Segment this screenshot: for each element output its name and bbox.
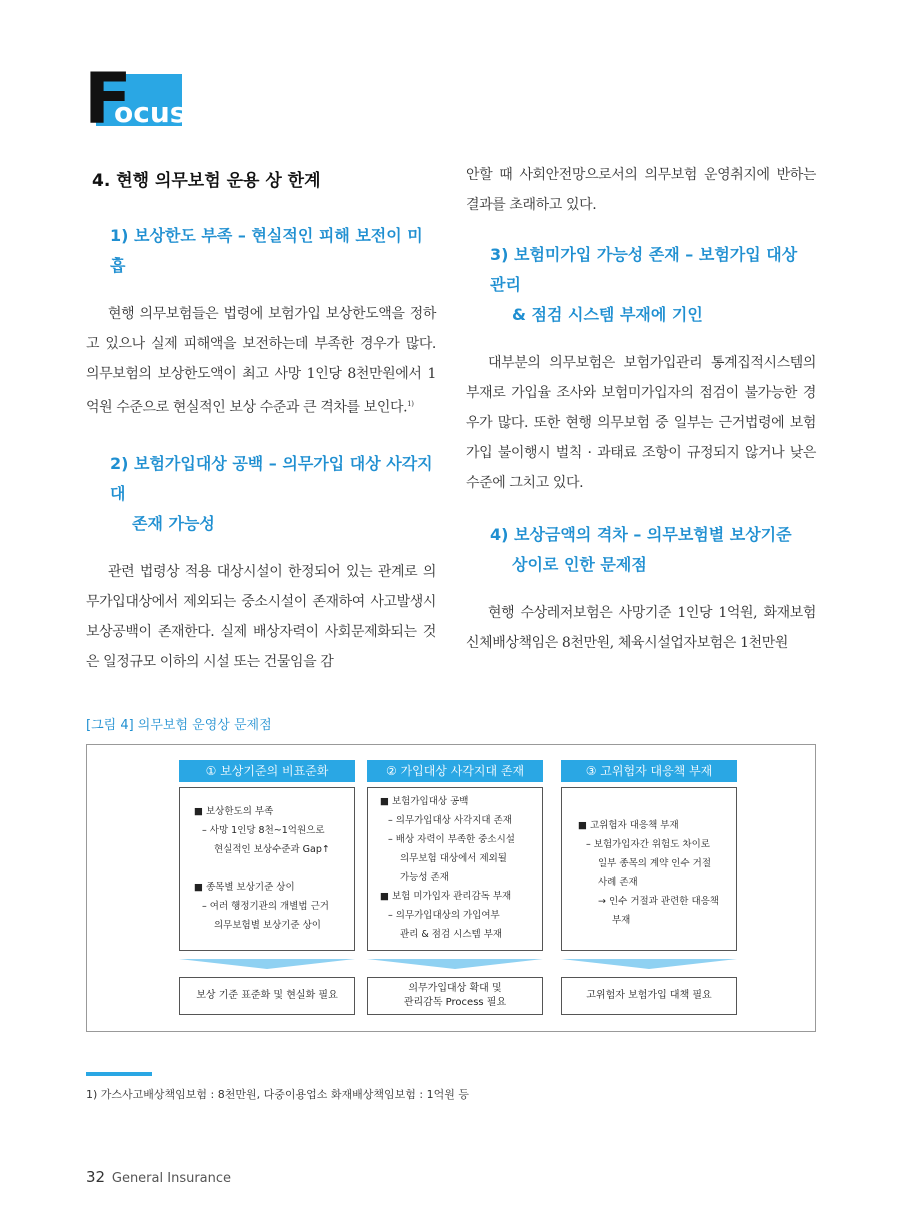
list-item: 의무보험 대상에서 제외될 (400, 853, 507, 864)
section-heading: 4. 현행 의무보험 운용 상 한계 (92, 171, 321, 191)
left-column (86, 160, 436, 699)
list-item: ■ 고위험자 대응책 부재 (578, 820, 679, 831)
focus-logo (84, 58, 187, 140)
subsection-4-body: 현행 수상레저보험은 사망기준 1인당 1억원, 화재보험 신체배상책임은 8천만원, 체육시설업자보험은 1천만원 (466, 605, 816, 651)
list-item: 관리 & 점검 시스템 부재 (400, 929, 503, 940)
list-item: 부재 (612, 915, 631, 926)
list-item: – 의무가입대상의 가입여부 (388, 910, 500, 921)
footnote-divider (86, 1072, 152, 1076)
arrow-down-icon (561, 959, 737, 969)
list-item: → 인수 거절과 관련한 대응책 (598, 896, 719, 907)
subsection-1-body: 현행 의무보험들은 법령에 보험가입 보상한도액을 정하고 있으나 실제 피해액을 보전하는데 부족한 경우가 많다. 의무보험의 보상한도액이 최고 사망 1인당 8천만원에서 1억원 수준으로 현실적인 보상 수준과 큰 격차를 보인다.$^{1)}$ (86, 306, 436, 416)
list-spacer (194, 859, 354, 878)
figure-col-1-result: 보상 기준 표준화 및 현실화 필요 (179, 977, 355, 1015)
arrow-down-icon (179, 959, 355, 969)
list-item: 일부 종목의 계약 인수 거절 (598, 858, 712, 869)
continued-paragraph: 안할 때 사회안전망으로서의 의무보험 운영취지에 반하는 결과를 초래하고 있다. (466, 167, 816, 213)
list-item: – 의무가입대상 사각지대 존재 (388, 815, 512, 826)
subsection-2-body: 관련 법령상 적용 대상시설이 한정되어 있는 관계로 의무가입대상에서 제외되는 중소시설이 존재하여 사고발생시 보상공백이 존재한다. 실제 배상자력이 사회문제화되는 것은 일정규모 이하의 시설 또는 건물임을 감 (86, 563, 436, 670)
list-item: 가능성 존재 (400, 872, 449, 883)
publication-title: General Insurance (111, 1171, 232, 1186)
page-footer (86, 1168, 231, 1186)
list-item: – 사망 1인당 8천~1억원으로 (202, 825, 325, 836)
figure-box (86, 744, 816, 1032)
logo-letter-f: F (84, 58, 132, 140)
list-item: ■ 보험 미가입자 관리감독 부재 (380, 891, 512, 902)
list-item: 의무보험별 보상기준 상이 (214, 920, 321, 931)
list-item: – 배상 자력이 부족한 중소시설 (388, 834, 515, 845)
logo-text: ocus (114, 96, 187, 129)
subsection-2-title: 2) 보험가입대상 공백 – 의무가입 대상 사각지대 존재 가능성 (110, 453, 433, 533)
list-item: – 보험가입자간 위험도 차이로 (586, 839, 710, 850)
list-item: ■ 보상한도의 부족 (194, 806, 274, 817)
page-number: 32 (86, 1168, 106, 1186)
subsection-3-title: 3) 보험미가입 가능성 존재 – 보험가입 대상 관리 & 점검 시스템 부재에 기인 (490, 245, 798, 324)
footnote: 1) 가스사고배상책임보험 : 8천만원, 다중이용업소 화재배상책임보험 : 1억원 등 (86, 1088, 469, 1101)
figure-caption: [그림 4] 의무보험 운영상 문제점 (86, 718, 272, 733)
subsection-4-title: 4) 보상금액의 격차 – 의무보험별 보상기준 상이로 인한 문제점 (490, 525, 792, 574)
list-item: 현실적인 보상수준과 Gap↑ (214, 844, 330, 855)
figure-col-2-body (367, 787, 543, 951)
figure-col-1-head: ① 보상기준의 비표준화 (179, 760, 355, 782)
subsection-3-body: 대부분의 의무보험은 보험가입관리 통계집적시스템의 부재로 가입율 조사와 보험미가입자의 점검이 불가능한 경우가 많다. 또한 현행 의무보험 중 일부는 근거법령에 보험가입 불이행시 벌칙 · 과태료 조항이 규정되지 않거나 낮은 수준에 그치고 있다. (466, 355, 816, 491)
list-item: 사례 존재 (598, 877, 638, 888)
figure-col-3-body (561, 787, 737, 951)
list-item: ■ 보험가입대상 공백 (380, 796, 469, 807)
figure-col-2-result: 의무가입대상 확대 및 관리감독 Process 필요 (367, 977, 543, 1015)
figure-col-1-body (179, 787, 355, 951)
footnote-ref[interactable]: 1) (407, 400, 414, 408)
list-item: – 여러 행정기관의 개별법 근거 (202, 901, 329, 912)
right-column (466, 160, 816, 680)
subsection-1-title: 1) 보상한도 부족 – 현실적인 피해 보전이 미흡 (110, 226, 423, 275)
figure-col-3-head: ③ 고위험자 대응책 부재 (561, 760, 737, 782)
list-item: ■ 종목별 보상기준 상이 (194, 882, 295, 893)
figure-col-2-head: ② 가입대상 사각지대 존재 (367, 760, 543, 782)
figure-col-3-result: 고위험자 보험가입 대책 필요 (561, 977, 737, 1015)
arrow-down-icon (367, 959, 543, 969)
